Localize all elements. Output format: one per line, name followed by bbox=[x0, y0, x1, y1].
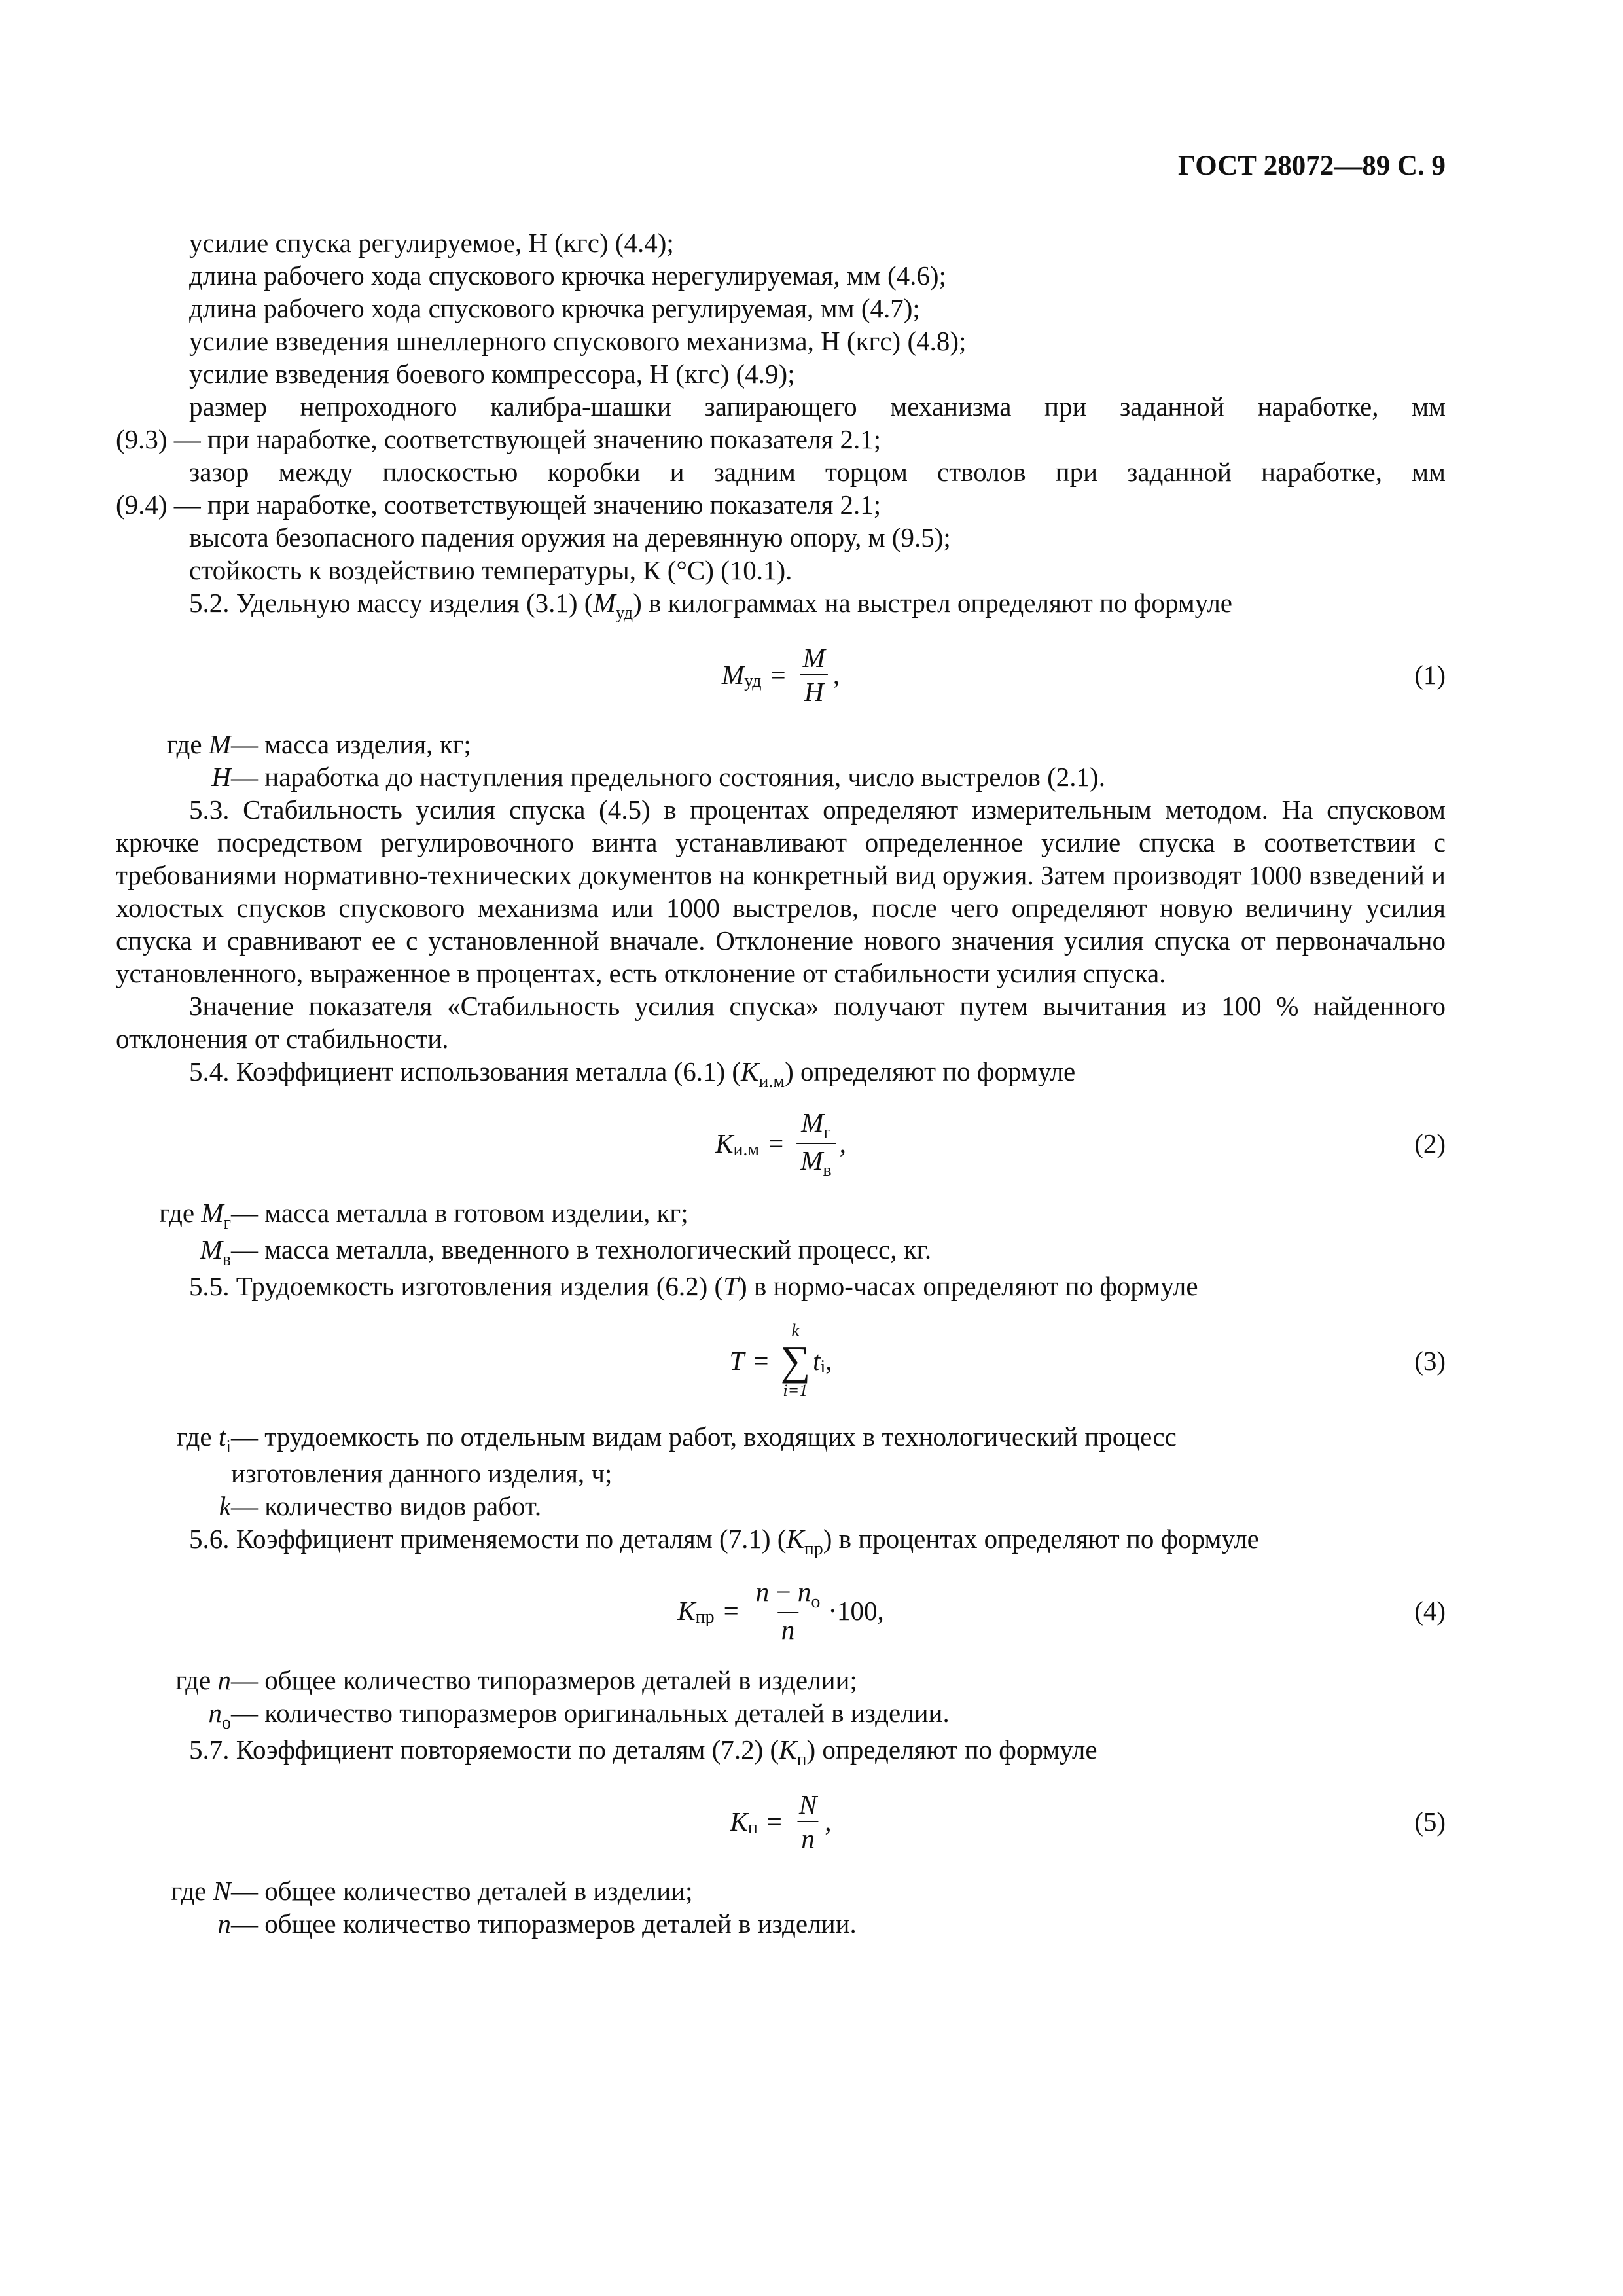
formula-5: K п = $\frac{N}{n}$ , (5) bbox=[730, 1789, 1446, 1854]
clause-5-3: 5.3. Стабильность усилия спуска (4.5) в процентах определяют измерительным методом. На спусковом крючке посредством регулировочного винта устанавливают определенное усилие спуска в соответствии с требованиями нормативно-технических документов на конкретный вид оружия. Затем производят 1000 взведений и холостых спусков спускового механизма или 1000 выстрелов, после чего определяют новую величину усилия спуска и сравнивают ее с установленной вначале. Отклонение нового значения усилия спуска от первоначально установленного, выраженное в процентах, есть отклонение от стабильности усилия спуска. bbox=[116, 795, 1446, 988]
formula-number: (5) bbox=[1414, 1806, 1446, 1837]
clause-5-3-value: Значение показателя «Стабильность усилия спуска» получают путем вычитания из 100 % найденного отклонения от стабильности. bbox=[116, 991, 1446, 1054]
list-item: длина рабочего хода спускового крючка нерегулируемая, мм (4.6); bbox=[189, 260, 946, 291]
clause-5-2: 5.2. Удельную массу изделия (3.1) $(M_{уд})$ в килограммах на выстрел определяют по формуле bbox=[189, 588, 1233, 623]
formula-number: (2) bbox=[1414, 1128, 1446, 1158]
where-definition: $M_в$ — масса металла, введенного в технологический процесс, кг. bbox=[200, 1234, 932, 1270]
where-definition-cont: изготовления данного изделия, ч; bbox=[231, 1458, 613, 1488]
where-definition: где $M_г$ — масса металла в готовом изделии, кг; bbox=[159, 1198, 688, 1233]
clause-5-6: 5.6. Коэффициент применяемости по деталям (7.1) $(K_{пр})$ в процентах определяют по формуле bbox=[189, 1524, 1259, 1559]
formula-1: M уд = $\frac{M}{H}$ , (1) bbox=[721, 643, 1446, 707]
formula-2: K и.м = $\frac{M_г}{M_в}$ , (2) bbox=[715, 1107, 1446, 1181]
where-definition: H — наработка до наступления предельного состояния, число выстрелов (2.1). bbox=[211, 762, 1105, 792]
where-definition: где n — общее количество типоразмеров деталей в изделии; bbox=[175, 1665, 857, 1695]
list-item-long-line2: (9.3) — при наработке, соответствующей значению показателя 2.1; bbox=[116, 424, 882, 454]
list-item: высота безопасного падения оружия на деревянную опору, м (9.5); bbox=[189, 522, 951, 552]
running-header: ГОСТ 28072—89 С. 9 bbox=[1177, 151, 1446, 181]
clause-5-5: 5.5. Трудоемкость изготовления изделия (6.2) (T) в нормо-часах определяют по формуле bbox=[189, 1271, 1198, 1301]
clause-5-7: 5.7. Коэффициент повторяемости по деталям (7.2) $(K_п)$ определяют по формуле bbox=[189, 1734, 1097, 1770]
list-item-long-line2: (9.4) — при наработке, соответствующей значению показателя 2.1; bbox=[116, 490, 882, 520]
clause-5-4: 5.4. Коэффициент использования металла (6.1) $(K_{и.м})$ определяют по формуле bbox=[189, 1056, 1076, 1092]
where-definition: n — общее количество типоразмеров деталей в изделии. bbox=[217, 1909, 857, 1939]
list-item: усилие взведения боевого компрессора, Н (кгс) (4.9); bbox=[189, 359, 795, 389]
where-definition: $n_о$ — количество типоразмеров оригинальных деталей в изделии. bbox=[208, 1698, 950, 1733]
where-definition: где N — общее количество деталей в изделии; bbox=[171, 1876, 693, 1906]
list-item-long-line1: зазор между плоскостью коробки и задним торцом стволов при заданной наработке, мм bbox=[189, 457, 1446, 487]
where-definition: где $t_i$ — трудоемкость по отдельным видам работ, входящих в технологический процесс bbox=[176, 1422, 1177, 1457]
where-definition: где M — масса изделия, кг; bbox=[166, 729, 471, 759]
formula-number: (3) bbox=[1414, 1346, 1446, 1376]
list-item: усилие взведения шнеллерного спускового механизма, Н (кгс) (4.8); bbox=[189, 326, 967, 356]
formula-3: T = k ∑ i=1 t i , (3) bbox=[729, 1321, 1446, 1400]
list-item: усилие спуска регулируемое, Н (кгс) (4.4); bbox=[189, 228, 674, 258]
list-item: стойкость к воздействию температуры, К (°С) (10.1). bbox=[189, 555, 793, 585]
formula-4: K пр = $\frac{n - n_о}{n}$ ·100, (4) bbox=[677, 1577, 1446, 1645]
formula-number: (4) bbox=[1414, 1596, 1446, 1626]
where-definition: k — количество видов работ. bbox=[219, 1491, 542, 1521]
list-item: длина рабочего хода спускового крючка регулируемая, мм (4.7); bbox=[189, 293, 920, 323]
document-page bbox=[116, 0, 1446, 2296]
list-item-long-line1: размер непроходного калибра-шашки запирающего механизма при заданной наработке, мм bbox=[189, 391, 1446, 422]
formula-number: (1) bbox=[1414, 660, 1446, 690]
body-text bbox=[116, 226, 1446, 1940]
